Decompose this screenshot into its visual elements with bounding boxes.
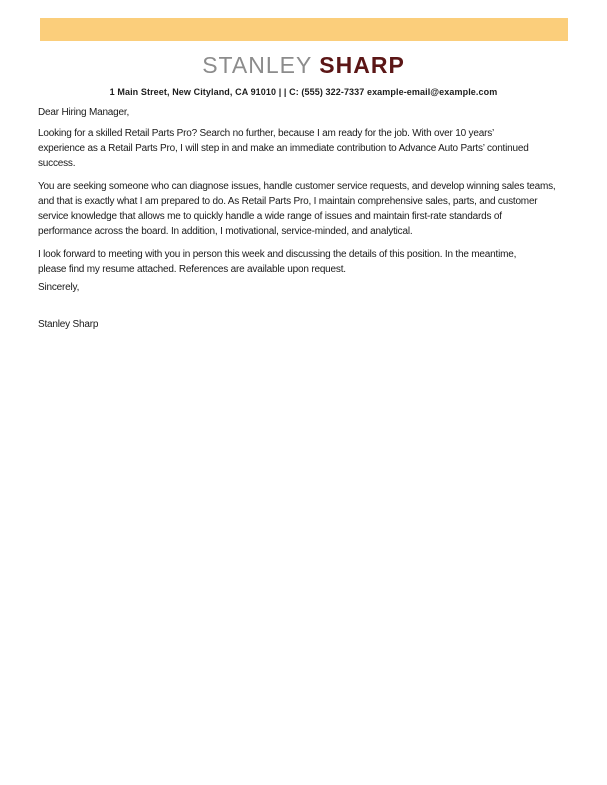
page-title — [0, 51, 607, 79]
paragraph-line: You are seeking someone who can diagnose issues, handle customer service requests, and develop winning sales teams, — [38, 181, 556, 192]
paragraph-line: I look forward to meeting with you in person this week and discussing the details of this position. In the meantime, — [38, 249, 517, 260]
paragraph-line: Looking for a skilled Retail Parts Pro? Search no further, because I am ready for the job. With over 10 years’ — [38, 128, 495, 139]
paragraph-line: please find my resume attached. References are available upon request. — [38, 264, 346, 275]
paragraph-2 — [38, 179, 583, 239]
name-last: SHARP — [319, 52, 405, 78]
paragraph-1 — [38, 126, 583, 171]
letter-body — [38, 105, 583, 332]
contact-line: 1 Main Street, New Cityland, CA 91010 | | C: (555) 322-7337 example-email@example.com — [109, 87, 498, 97]
paragraph-3 — [38, 247, 583, 277]
top-banner — [40, 18, 568, 41]
name-first: STANLEY — [202, 52, 313, 78]
closing: Sincerely, — [38, 282, 80, 293]
paragraph-line: and that is exactly what I am prepared to do. As Retail Parts Pro, I maintain comprehensive sales, parts, and customer — [38, 196, 538, 207]
paragraph-line: performance across the board. In addition, I motivational, service-minded, and analytical. — [38, 226, 413, 237]
paragraph-line: success. — [38, 158, 76, 169]
paragraph-line: service knowledge that allows me to quickly handle a wide range of issues and maintain first-rate standards of — [38, 211, 502, 222]
paragraph-line: experience as a Retail Parts Pro, I will step in and make an immediate contribution to Advance Auto Parts’ continued — [38, 143, 529, 154]
signature-name: Stanley Sharp — [38, 319, 99, 330]
salutation: Dear Hiring Manager, — [38, 107, 130, 118]
